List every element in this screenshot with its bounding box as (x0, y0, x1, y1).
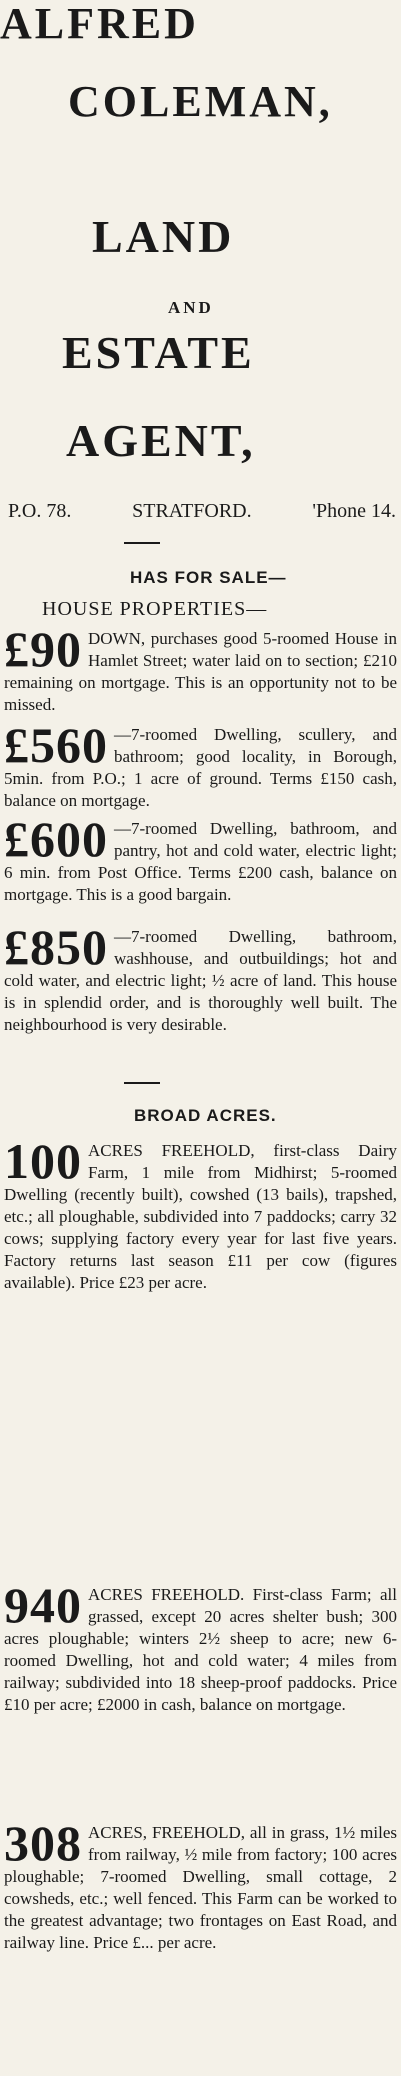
section-subheading: HOUSE PROPERTIES— (42, 598, 268, 620)
town: STRATFORD. (132, 500, 252, 522)
agent-first-name: ALFRED (0, 0, 199, 48)
listing-text: —7-roomed Dwelling, bathroom, washhouse, and outbuildings; hot and cold water, and electric light; ½ acre of land. This house is in splendid order, and is thoroughly well built. The neighbourhood is very desirable. (4, 927, 397, 1034)
listing-price: £850 (4, 919, 108, 975)
phone: 'Phone 14. (312, 500, 396, 522)
listing (4, 717, 397, 812)
listing-text: ACRES FREEHOLD, first-class Dairy Farm, 1 mile from Midhirst; 5-roomed Dwelling (recently built), cowshed (13 bails), trapshed, etc.; all ploughable, subdivided into 7 paddocks; carry 32 cows; supplying factory every year for last five years. Factory returns last season £11 per cow (figures available). Price £23 per acre. (4, 1141, 397, 1292)
contact-line (8, 500, 396, 523)
listing (4, 621, 397, 716)
listing-price: £600 (4, 811, 108, 867)
listing (4, 1577, 397, 1716)
section-heading: HAS FOR SALE— (130, 568, 287, 587)
listing-price: 940 (4, 1577, 82, 1633)
listing (4, 811, 397, 906)
listing-price: £90 (4, 621, 82, 677)
listing-text: DOWN, purchases good 5-roomed House in Hamlet Street; water laid on to section; £210 remaining on mortgage. This is an opportunity not to be missed. (4, 629, 397, 714)
listing-price: £560 (4, 717, 108, 773)
listing (4, 1815, 397, 1954)
title-land: LAND (92, 211, 235, 262)
listing-price: 100 (4, 1133, 82, 1189)
listing-text: ACRES, FREEHOLD, all in grass, 1½ miles from railway, ½ mile from factory; 100 acres ploughable; 7-roomed Dwelling, small cottage, 2 cowsheds, etc.; well fenced. This Farm can be worked to the greatest advantage; two frontages on East Road, and railway line. Price £... per acre. (4, 1823, 397, 1952)
po-box: P.O. 78. (8, 500, 72, 522)
divider (124, 1082, 160, 1084)
listing-text: ACRES FREEHOLD. First-class Farm; all grassed, except 20 acres shelter bush; 300 acres ploughable; winters 2½ sheep to acre; new 6-roomed Dwelling, hot and cold water; 4 miles from railway; subdivided into 18 sheep-proof paddocks. Price £10 per acre; £2000 in cash, balance on mortgage. (4, 1585, 397, 1714)
listing-text: —7-roomed Dwelling, bathroom, and pantry, hot and cold water, electric light; 6 min. from Post Office. Terms £200 cash, balance on mortgage. This is a good bargain. (4, 819, 397, 904)
section-heading: BROAD ACRES. (134, 1106, 277, 1125)
title-and: AND (168, 298, 214, 317)
listing (4, 1133, 397, 1294)
listing-text: —7-roomed Dwelling, scullery, and bathroom; good locality, in Borough, 5min. from P.O.; 1 acre of ground. Terms £150 cash, balance on mortgage. (4, 725, 397, 810)
title-agent: AGENT, (66, 415, 256, 466)
title-estate: ESTATE (62, 327, 255, 378)
listing-price: 308 (4, 1815, 82, 1871)
divider (124, 542, 160, 544)
listing (4, 919, 397, 1036)
agent-surname: COLEMAN, (68, 77, 333, 126)
